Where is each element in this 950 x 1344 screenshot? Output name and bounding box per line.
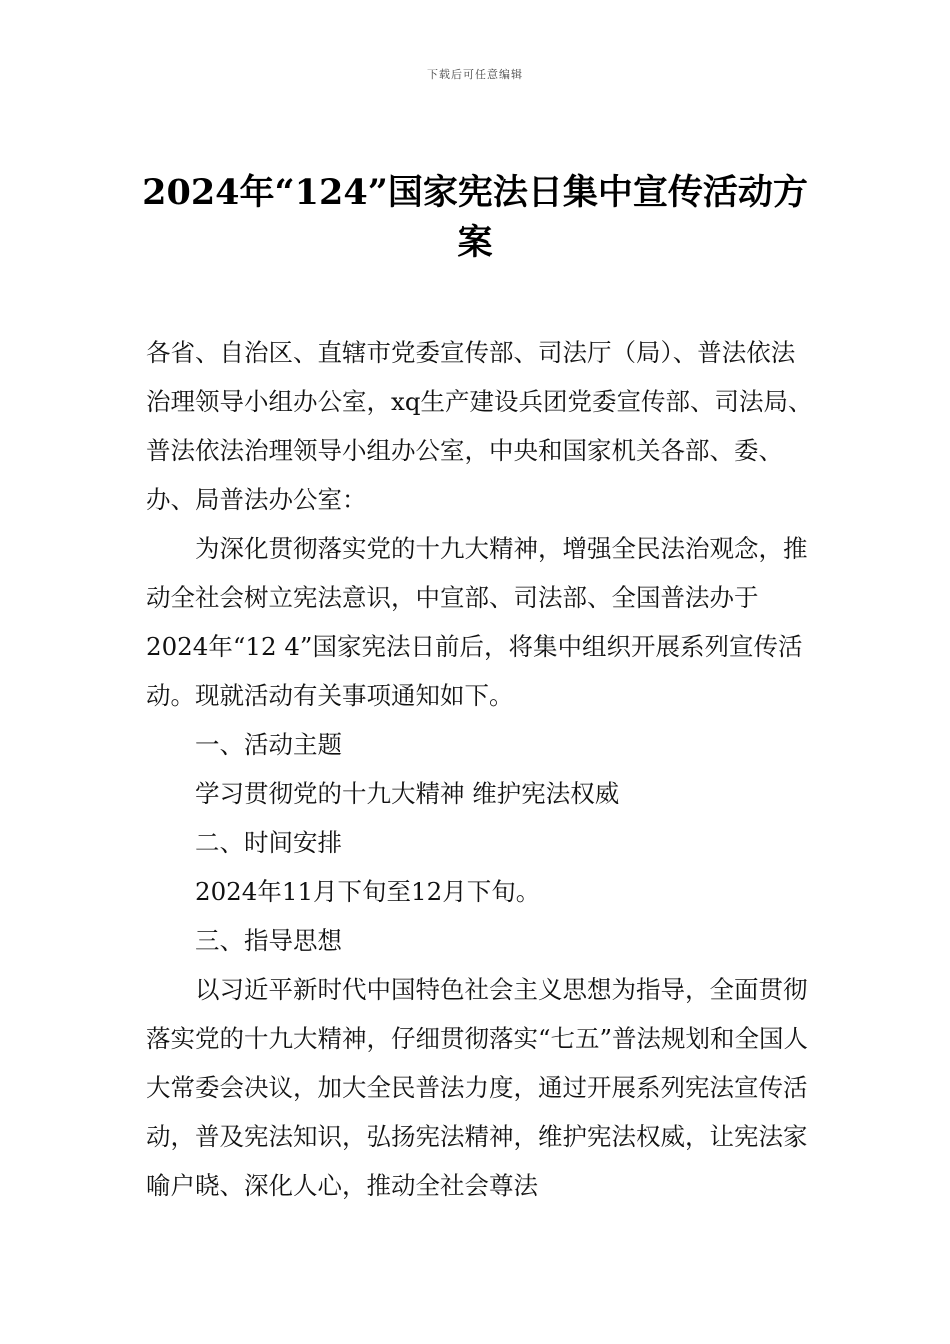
section-heading-schedule: 二、时间安排 (195, 828, 342, 857)
section-heading-guidance: 三、指导思想 (195, 926, 342, 955)
section-heading-theme: 一、活动主题 (195, 730, 342, 759)
guidance-paragraph: 以习近平新时代中国特色社会主义思想为指导，全面贯彻落实党的十九大精神，仔细贯彻落实“七五”普法规划和全国人大常委会决议，加大全民普法力度，通过开展系列宪法宣传活动，普及宪法知识，弘扬宪法精神，维护宪法权威，让宪法家喻户晓、深化人心，推动全社会尊法 (146, 975, 809, 1200)
document-body (146, 328, 816, 1210)
document-title: 2024年“124”国家宪法日集中宣传活动方案 (142, 172, 808, 263)
schedule-paragraph: 2024年11月下旬至12月下旬。 (195, 877, 541, 906)
theme-paragraph: 学习贯彻党的十九大精神 维护宪法权威 (195, 779, 620, 808)
addressee-paragraph: 各省、自治区、直辖市党委宣传部、司法厅（局）、普法依法治理领导小组办公室，xq生产建设兵团党委宣传部、司法局、普法依法治理领导小组办公室，中央和国家机关各部、委、办、局普法办公室： (146, 338, 813, 514)
header-note: 下载后可任意编辑 (427, 68, 523, 81)
intro-paragraph: 为深化贯彻落实党的十九大精神，增强全民法治观念，推动全社会树立宪法意识，中宣部、司法部、全国普法办于2024年“12 4”国家宪法日前后，将集中组织开展系列宣传活动。现就活动有关事项通知如下。 (146, 534, 808, 710)
